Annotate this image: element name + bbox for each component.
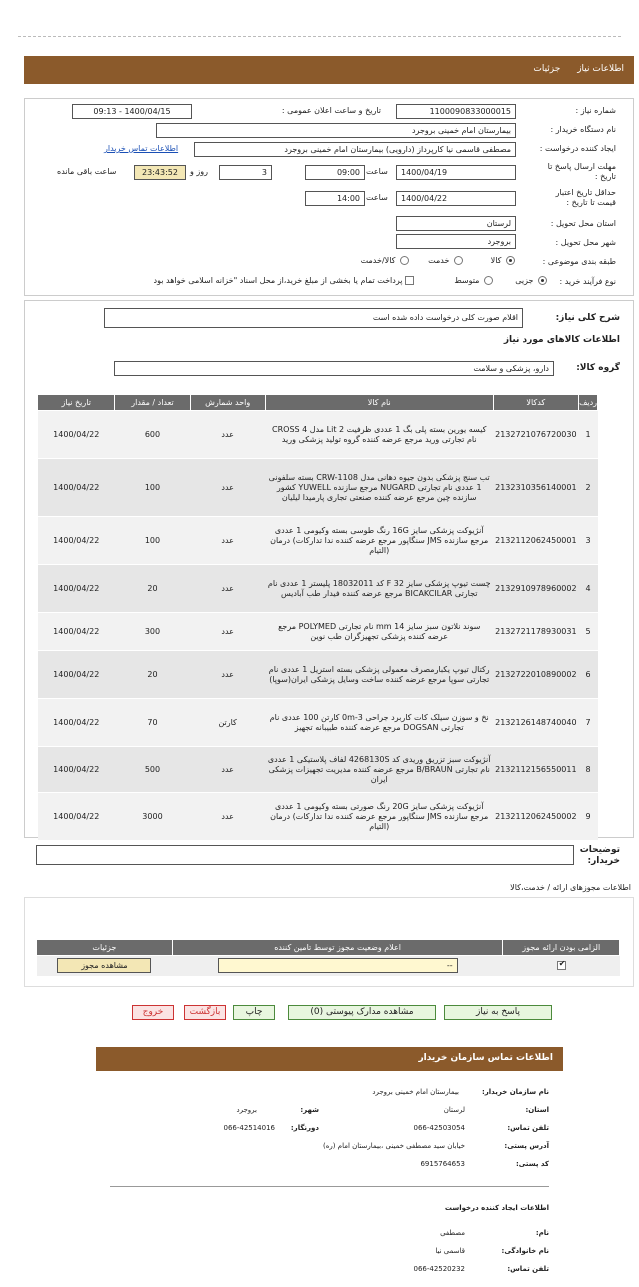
- row-code: 2132310356140001: [493, 459, 578, 517]
- col-code: کدکالا: [493, 395, 578, 411]
- row-unit: عدد: [190, 459, 265, 517]
- category-service-option[interactable]: [428, 256, 463, 265]
- row-qty: 3000: [115, 793, 190, 841]
- checkmark-icon: ✔: [558, 959, 566, 969]
- row-name: تب سنج پزشکی بدون جیوه دهانی مدل CRW-1108 بسته سلفونی 1 عددی نام تجارتی NUGARD مرجع سازنده YUWELL کشور سازنده چین مرجع عرضه کننده صنعتی تجاری پارمیدا لیلیان: [265, 459, 493, 517]
- row-name: چست تیوپ پزشکی سایز F 32 کد 18032011 پلیستر 1 عددی نام تجارتی BICAKCILAR مرجع عرضه کننده فیدار طب آبادیس: [265, 565, 493, 613]
- row-code: 2132112156550011: [493, 747, 578, 793]
- province-field: لرستان: [396, 216, 516, 231]
- row-qty: 600: [115, 411, 190, 459]
- requester-field: مصطفی قاسمی نیا کارپرداز (دارویی) بیمارستان امام خمینی بروجرد: [194, 142, 516, 157]
- contact-title: اطلاعات تماس سازمان خریدار: [418, 1053, 553, 1063]
- summary-title-field: اقلام صورت کلی درخواست داده شده است: [104, 308, 523, 328]
- row-date: 1400/04/22: [38, 613, 115, 651]
- province-contact-value: لرستان: [443, 1106, 465, 1114]
- creator-name-label: نام:: [535, 1229, 549, 1237]
- remaining-label: ساعت باقی مانده: [57, 167, 117, 176]
- validity-date-field: 1400/04/22: [396, 191, 516, 206]
- row-qty: 70: [115, 699, 190, 747]
- category-service-label: خدمت: [428, 256, 450, 265]
- process-medium-label: متوسط: [454, 276, 480, 285]
- remaining-time-field: 23:43:52: [134, 165, 186, 180]
- row-index: 1: [579, 411, 598, 459]
- province-contact-label: استان:: [525, 1106, 549, 1114]
- radio-icon: [454, 256, 463, 265]
- row-unit: کارتن: [190, 699, 265, 747]
- group-label: گروه کالا:: [576, 363, 620, 373]
- row-code: 2132910978960002: [493, 565, 578, 613]
- buyer-org-field: بیمارستان امام خمینی بروجرد: [156, 123, 516, 138]
- row-code: 2132112062450002: [493, 793, 578, 841]
- col-index: ردیف: [579, 395, 598, 411]
- row-date: 1400/04/22: [38, 747, 115, 793]
- row-index: 8: [579, 747, 598, 793]
- row-date: 1400/04/22: [38, 565, 115, 613]
- deadline-time-field: 09:00: [305, 165, 365, 180]
- process-label: نوع فرآیند خرید :: [559, 277, 616, 286]
- row-unit: عدد: [190, 411, 265, 459]
- address-value: خیابان سید مصطفی خمینی ،بیمارستان امام (ره): [323, 1142, 465, 1150]
- process-partial-option[interactable]: [515, 276, 547, 285]
- address-label: آدرس پستی:: [504, 1142, 549, 1150]
- row-unit: عدد: [190, 793, 265, 841]
- contact-divider: [110, 1186, 549, 1187]
- goods-table-header: [38, 395, 598, 411]
- org-value: بیمارستان امام خمینی بروجرد: [372, 1088, 459, 1096]
- row-index: 2: [579, 459, 598, 517]
- back-button[interactable]: بازگشت: [184, 1005, 226, 1020]
- announce-label: تاریخ و ساعت اعلان عمومی :: [281, 106, 381, 115]
- table-row[interactable]: [38, 651, 598, 699]
- buyer-org-label: نام دستگاه خریدار :: [550, 125, 616, 134]
- row-date: 1400/04/22: [38, 517, 115, 565]
- need-number-field: 1100090833000015: [396, 104, 516, 119]
- row-qty: 20: [115, 565, 190, 613]
- summary-title-label: شرح کلی نیاز:: [555, 313, 620, 323]
- license-required-checkbox[interactable]: [557, 961, 566, 970]
- row-date: 1400/04/22: [38, 411, 115, 459]
- row-index: 5: [579, 613, 598, 651]
- requester-label: ایجاد کننده درخواست :: [539, 144, 616, 153]
- row-unit: عدد: [190, 613, 265, 651]
- table-row[interactable]: [38, 459, 598, 517]
- category-goods-option[interactable]: [491, 256, 515, 265]
- row-qty: 100: [115, 459, 190, 517]
- need-number-label: شماره نیاز :: [575, 106, 616, 115]
- licenses-table-header: [37, 940, 620, 956]
- table-row[interactable]: [38, 517, 598, 565]
- row-qty: 300: [115, 613, 190, 651]
- top-divider: [18, 36, 621, 37]
- license-row: [37, 956, 620, 976]
- col-license-status: اعلام وضعیت مجوز توسط تامین کننده: [172, 940, 503, 956]
- row-unit: عدد: [190, 517, 265, 565]
- deadline-time-label: ساعت: [366, 167, 388, 176]
- row-date: 1400/04/22: [38, 699, 115, 747]
- licenses-table: [36, 939, 620, 976]
- tab-need-info[interactable]: اطلاعات نیاز: [577, 64, 624, 74]
- deadline-date-field: 1400/04/19: [396, 165, 516, 180]
- license-details-cell: [37, 956, 173, 976]
- row-code: 2132722010890002: [493, 651, 578, 699]
- creator-name-value: مصطفی: [440, 1229, 465, 1237]
- creator-family-label: نام خانوادگی:: [501, 1247, 549, 1255]
- row-name: رکتال تیوپ یکبارمصرف معمولی پزشکی بسته استریل 1 عددی نام تجارتی سوپا مرجع عرضه کننده ساخت وسایل پزشکی ایران(سوپا): [265, 651, 493, 699]
- days-label: روز و: [190, 167, 208, 176]
- table-row[interactable]: [38, 699, 598, 747]
- radio-icon: [538, 276, 547, 285]
- goods-table: [37, 394, 598, 841]
- announce-field: 1400/04/15 - 09:13: [72, 104, 192, 119]
- payment-option[interactable]: [154, 276, 414, 285]
- city-field: بروجرد: [396, 234, 516, 249]
- row-index: 6: [579, 651, 598, 699]
- exit-button[interactable]: خروج: [132, 1005, 174, 1020]
- city-contact-value: بروجرد: [236, 1106, 257, 1114]
- checkbox-icon: [405, 276, 414, 285]
- buyer-notes-label: توضیحات خریدار:: [579, 845, 620, 866]
- goods-info-heading: اطلاعات کالاهای مورد نیاز: [503, 335, 620, 345]
- col-qty: تعداد / مقدار: [115, 395, 190, 411]
- buyer-notes-field: [36, 845, 574, 865]
- row-index: 9: [579, 793, 598, 841]
- table-row[interactable]: [38, 411, 598, 459]
- row-code: 2132721178930031: [493, 613, 578, 651]
- table-row[interactable]: [38, 613, 598, 651]
- row-unit: عدد: [190, 747, 265, 793]
- row-unit: عدد: [190, 565, 265, 613]
- phone-label: تلفن تماس:: [507, 1124, 549, 1132]
- radio-icon: [484, 276, 493, 285]
- license-required-cell: [503, 956, 620, 976]
- row-unit: عدد: [190, 651, 265, 699]
- deadline-label: مهلت ارسال پاسخ تا تاریخ :: [547, 162, 616, 181]
- buyer-contact-link[interactable]: اطلاعات تماس خریدار: [104, 144, 179, 153]
- col-license-required: الزامی بودن ارائه مجوز: [503, 940, 620, 956]
- row-date: 1400/04/22: [38, 459, 115, 517]
- validity-time-label: ساعت: [366, 193, 388, 202]
- postal-label: کد پستی:: [515, 1160, 549, 1168]
- process-medium-option[interactable]: [454, 276, 493, 285]
- row-qty: 500: [115, 747, 190, 793]
- category-goods-label: کالا: [490, 256, 502, 265]
- row-name: سوند نلاتون سبز سایز 14 mm نام تجارتی POLYMED مرجع عرضه کننده پزشکی تجهیزگران طب نوین: [265, 613, 493, 651]
- fax-label: دورنگار:: [290, 1124, 319, 1132]
- row-qty: 100: [115, 517, 190, 565]
- row-code: 2132721076720030: [493, 411, 578, 459]
- row-name: آنژیوکت سبز تزریق وریدی کد 4268130S لفاف پلاستیکی 1 عددی نام تجارتی B/BRAUN مرجع عرضه کننده مدیریت تجهیزات پزشکی ایران: [265, 747, 493, 793]
- license-status-field[interactable]: --: [218, 958, 458, 973]
- validity-label: حداقل تاریخ اعتبار قیمت تا تاریخ :: [555, 188, 616, 207]
- row-date: 1400/04/22: [38, 651, 115, 699]
- row-date: 1400/04/22: [38, 793, 115, 841]
- row-index: 3: [579, 517, 598, 565]
- page-header-bar: [24, 56, 634, 84]
- creator-phone-label: تلفن تماس:: [507, 1265, 549, 1273]
- row-code: 2132126148740040: [493, 699, 578, 747]
- org-label: نام سازمان خریدار:: [481, 1088, 549, 1096]
- province-label: استان محل تحویل :: [550, 219, 616, 228]
- creator-family-value: قاسمی نیا: [435, 1247, 465, 1255]
- col-date: تاریخ نیاز: [38, 395, 115, 411]
- process-partial-label: جزیی: [515, 276, 534, 285]
- category-label: طبقه بندی موضوعی :: [542, 257, 616, 266]
- phone-value: 066-42503054: [413, 1124, 465, 1132]
- attachments-button[interactable]: مشاهده مدارک پیوستی (0): [288, 1005, 436, 1020]
- reply-button[interactable]: پاسخ به نیاز: [444, 1005, 552, 1020]
- print-button[interactable]: چاپ: [233, 1005, 275, 1020]
- row-index: 7: [579, 699, 598, 747]
- row-name: آنژیوکت پزشکی سایز 20G رنگ صورتی بسته وکیومی 1 عددی مرجع سازنده JMS سنگاپور مرجع عرضه کننده ندا تدارکات) درمان (التیام: [265, 793, 493, 841]
- contact-header-bar: [96, 1047, 563, 1071]
- licenses-heading: اطلاعات مجوزهای ارائه / خدمت،کالا: [510, 883, 631, 892]
- row-name: آنژیوکت پزشکی سایز 16G رنگ طوسی بسته وکیومی 1 عددی مرجع سازنده JMS سنگاپور مرجع عرضه کننده ندا تدارکات) درمان (التیام: [265, 517, 493, 565]
- category-both-option[interactable]: [361, 256, 409, 265]
- row-index: 4: [579, 565, 598, 613]
- table-row[interactable]: [38, 565, 598, 613]
- license-status-cell: [172, 956, 503, 976]
- radio-icon: [400, 256, 409, 265]
- tab-details[interactable]: جزئیات: [533, 64, 561, 74]
- row-name: نخ و سوزن سیلک کات کاربرد جراحی 3-0m کارتن 100 عددی نام تجارتی DOGSAN مرجع عرضه کننده طبیبانه تجهیز: [265, 699, 493, 747]
- radio-icon: [506, 256, 515, 265]
- row-qty: 20: [115, 651, 190, 699]
- col-unit: واحد شمارش: [190, 395, 265, 411]
- row-code: 2132112062450001: [493, 517, 578, 565]
- table-row[interactable]: [38, 747, 598, 793]
- table-row[interactable]: [38, 793, 598, 841]
- city-label: شهر محل تحویل :: [555, 238, 616, 247]
- group-field: دارو، پزشکی و سلامت: [114, 361, 554, 376]
- validity-time-field: 14:00: [305, 191, 365, 206]
- days-field: 3: [219, 165, 272, 180]
- col-name: نام کالا: [265, 395, 493, 411]
- fax-value: 066-42514016: [223, 1124, 275, 1132]
- creator-phone-value: 066-42520232: [413, 1265, 465, 1273]
- col-license-details: جزئیات: [37, 940, 173, 956]
- payment-note: پرداخت تمام یا بخشی از مبلغ خرید،از محل اسناد "خزانه اسلامی خواهد بود: [153, 276, 403, 285]
- city-contact-label: شهر:: [300, 1106, 319, 1114]
- view-license-button[interactable]: مشاهده مجوز: [57, 958, 151, 973]
- row-name: کیسه یورین بسته پلی بگ 1 عددی ظرفیت 2 Lit مدل CROSS 4 نام تجارتی ورید مرجع عرضه کننده گروه تولید پزشکی ورید: [265, 411, 493, 459]
- postal-value: 6915764653: [420, 1160, 465, 1168]
- category-both-label: کالا/خدمت: [360, 256, 396, 265]
- creator-title: اطلاعات ایجاد کننده درخواست: [444, 1204, 549, 1212]
